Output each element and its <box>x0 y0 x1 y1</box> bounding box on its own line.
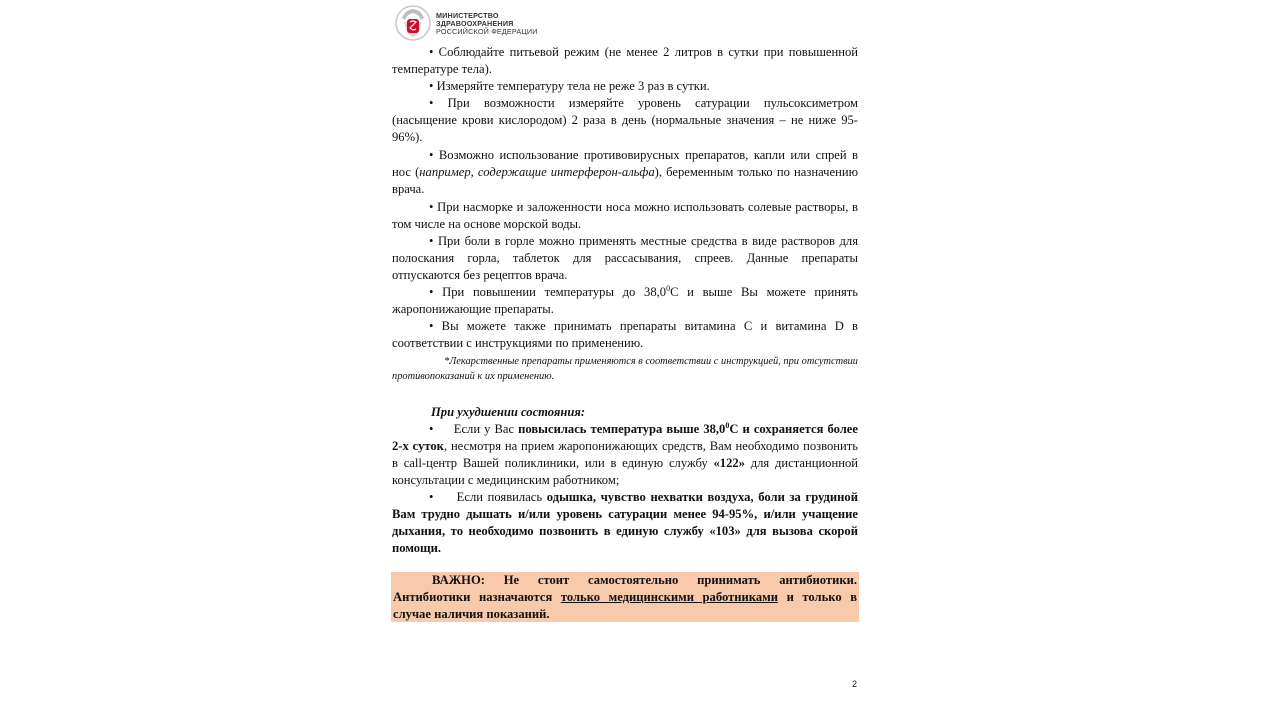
logo-line-1: МИНИСТЕРСТВО <box>436 11 499 20</box>
section-heading: При ухудшении состояния: <box>431 405 586 419</box>
logo-line-2: ЗДРАВООХРАНЕНИЯ <box>436 19 514 28</box>
list-item: • Вы можете также принимать препараты витамина С и витамина D в соответствии с инструкциями по применению. <box>392 319 858 350</box>
logo-text <box>436 12 538 36</box>
list-item: • При повышении температуры до 38,0$^0$С и выше Вы можете принять жаропонижающие препараты. <box>392 283 858 316</box>
logo-line-3: РОССИЙСКОЙ ФЕДЕРАЦИИ <box>436 27 538 36</box>
document-body <box>392 44 858 557</box>
ministry-logo <box>394 4 544 42</box>
list-item: • Если у Вас повысилась температура выше 38,0$^0$С и сохраняется более 2-х суток, несмотря на прием жаропонижающих средств, Вам необходимо позвонить в call-центр Вашей поликлиники, или в единую службу «122» для дистанционной консультации с медицинским работником; <box>392 420 858 487</box>
list-item: • Соблюдайте питьевой режим (не менее 2 литров в сутки при повышенной температуре тела). <box>392 45 858 76</box>
list-item: • При возможности измеряйте уровень сатурации пульсоксиметром (насыщение крови кислородом) 2 раза в день (нормальные значения – не ниже 95-96%). <box>392 96 858 144</box>
page-number: 2 <box>852 679 858 689</box>
important-notice: ВАЖНО: Не стоит самостоятельно принимать антибиотики. Антибиотики назначаются только медицинскими работниками и только в случае наличия показаний. <box>393 573 858 621</box>
emblem-icon <box>394 4 432 42</box>
list-item: • Измеряйте температуру тела не реже 3 раз в сутки. <box>429 79 710 93</box>
footnote: *Лекарственные препараты применяются в соответствии с инструкцией, при отсутствии противопоказаний к их применению. <box>392 356 858 382</box>
list-item: • При боли в горле можно применять местные средства в виде растворов для полоскания горла, таблеток для рассасывания, спреев. Данные препараты отпускаются без рецептов врача. <box>392 234 858 282</box>
list-item: • Возможно использование противовирусных препаратов, капли или спрей в нос (например, содержащие интерферон-альфа), беременным только по назначению врача. <box>392 148 859 196</box>
list-item: • Если появилась одышка, чувство нехватки воздуха, боли за грудиной Вам трудно дышать и/или уровень сатурации менее 94-95%, и/или учащение дыхания, то необходимо позвонить в единую службу «103» для вызова скорой помощи. <box>392 490 858 555</box>
list-item: • При насморке и заложенности носа можно использовать солевые растворы, в том числе на основе морской воды. <box>392 200 859 231</box>
